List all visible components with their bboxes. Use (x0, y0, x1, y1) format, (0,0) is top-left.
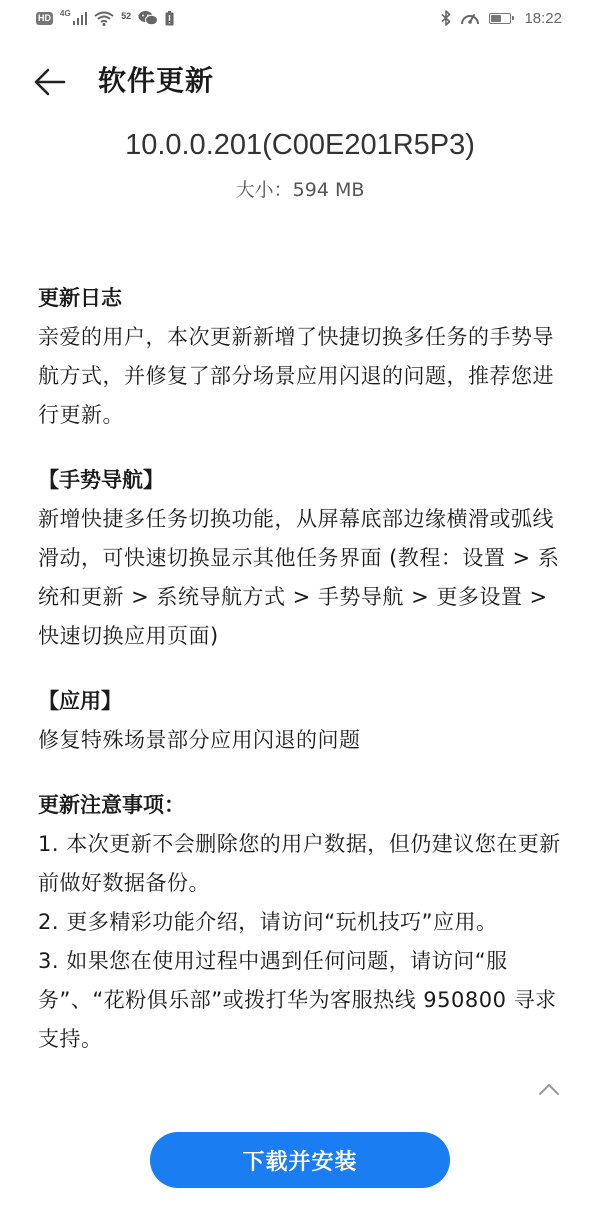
collapse-button[interactable] (536, 1076, 562, 1102)
wechat-icon (138, 10, 158, 26)
back-arrow-icon (34, 68, 66, 96)
net-speed-label: 52 (121, 11, 132, 21)
changelog-intro: 亲爱的用户，本次更新新增了快捷切换多任务的手势导航方式，并修复了部分场景应用闪退的问题，推荐您进行更新。 (38, 325, 554, 427)
signal-bar (85, 12, 88, 25)
back-button[interactable] (30, 62, 70, 102)
download-install-button[interactable]: 下载并安装 (150, 1132, 450, 1188)
signal-icon (73, 12, 88, 25)
network-type-label: 4G (60, 8, 71, 18)
wifi-icon (94, 11, 114, 26)
section-title-apps: 【应用】 (38, 689, 122, 713)
changelog-heading: 更新日志 (38, 286, 122, 310)
page-title: 软件更新 (98, 64, 215, 97)
note-item-1: 1. 本次更新不会删除您的用户数据，但仍建议您在更新前做好数据备份。 (38, 832, 561, 895)
changelog (38, 278, 566, 1059)
version-number: 10.0.0.201(C00E201R5P3) (125, 129, 475, 161)
signal-bar (81, 15, 84, 25)
signal-bar (73, 21, 76, 25)
section-body-gesture: 新增快捷多任务切换功能，从屏幕底部边缘横滑或弧线滑动，可快速切换显示其他任务界面 (教程：设置 > 系统和更新 > 系统导航方式 > 手势导航 > 更多设置 > 快速切换应用页面) (38, 507, 560, 648)
chevron-up-icon (538, 1082, 560, 1096)
hd-badge: HD (38, 12, 51, 23)
app-bar (0, 52, 600, 112)
notes-heading: 更新注意事项： (38, 793, 185, 817)
signal-bar (77, 18, 80, 25)
speed-gauge-icon (460, 10, 480, 26)
note-item-3: 3. 如果您在使用过程中遇到任何问题，请访问“服务”、“花粉俱乐部”或拨打华为客服热线 950800 寻求支持。 (38, 949, 557, 1051)
size-label: 大小： (235, 179, 293, 201)
section-title-gesture: 【手势导航】 (38, 468, 164, 492)
status-bar (0, 0, 600, 36)
status-clock: 18:22 (524, 9, 562, 27)
section-body-apps: 修复特殊场景部分应用闪退的问题 (38, 728, 361, 752)
status-bar-right (441, 8, 562, 28)
battery-level-fill (491, 15, 501, 22)
notification-icon (165, 11, 174, 26)
battery-icon (489, 13, 511, 24)
bluetooth-icon (441, 10, 451, 26)
note-item-2: 2. 更多精彩功能介绍，请访问“玩机技巧”应用。 (38, 910, 498, 934)
size-value: 594 MB (292, 179, 365, 201)
status-bar-left (36, 9, 174, 27)
package-size (0, 175, 600, 205)
